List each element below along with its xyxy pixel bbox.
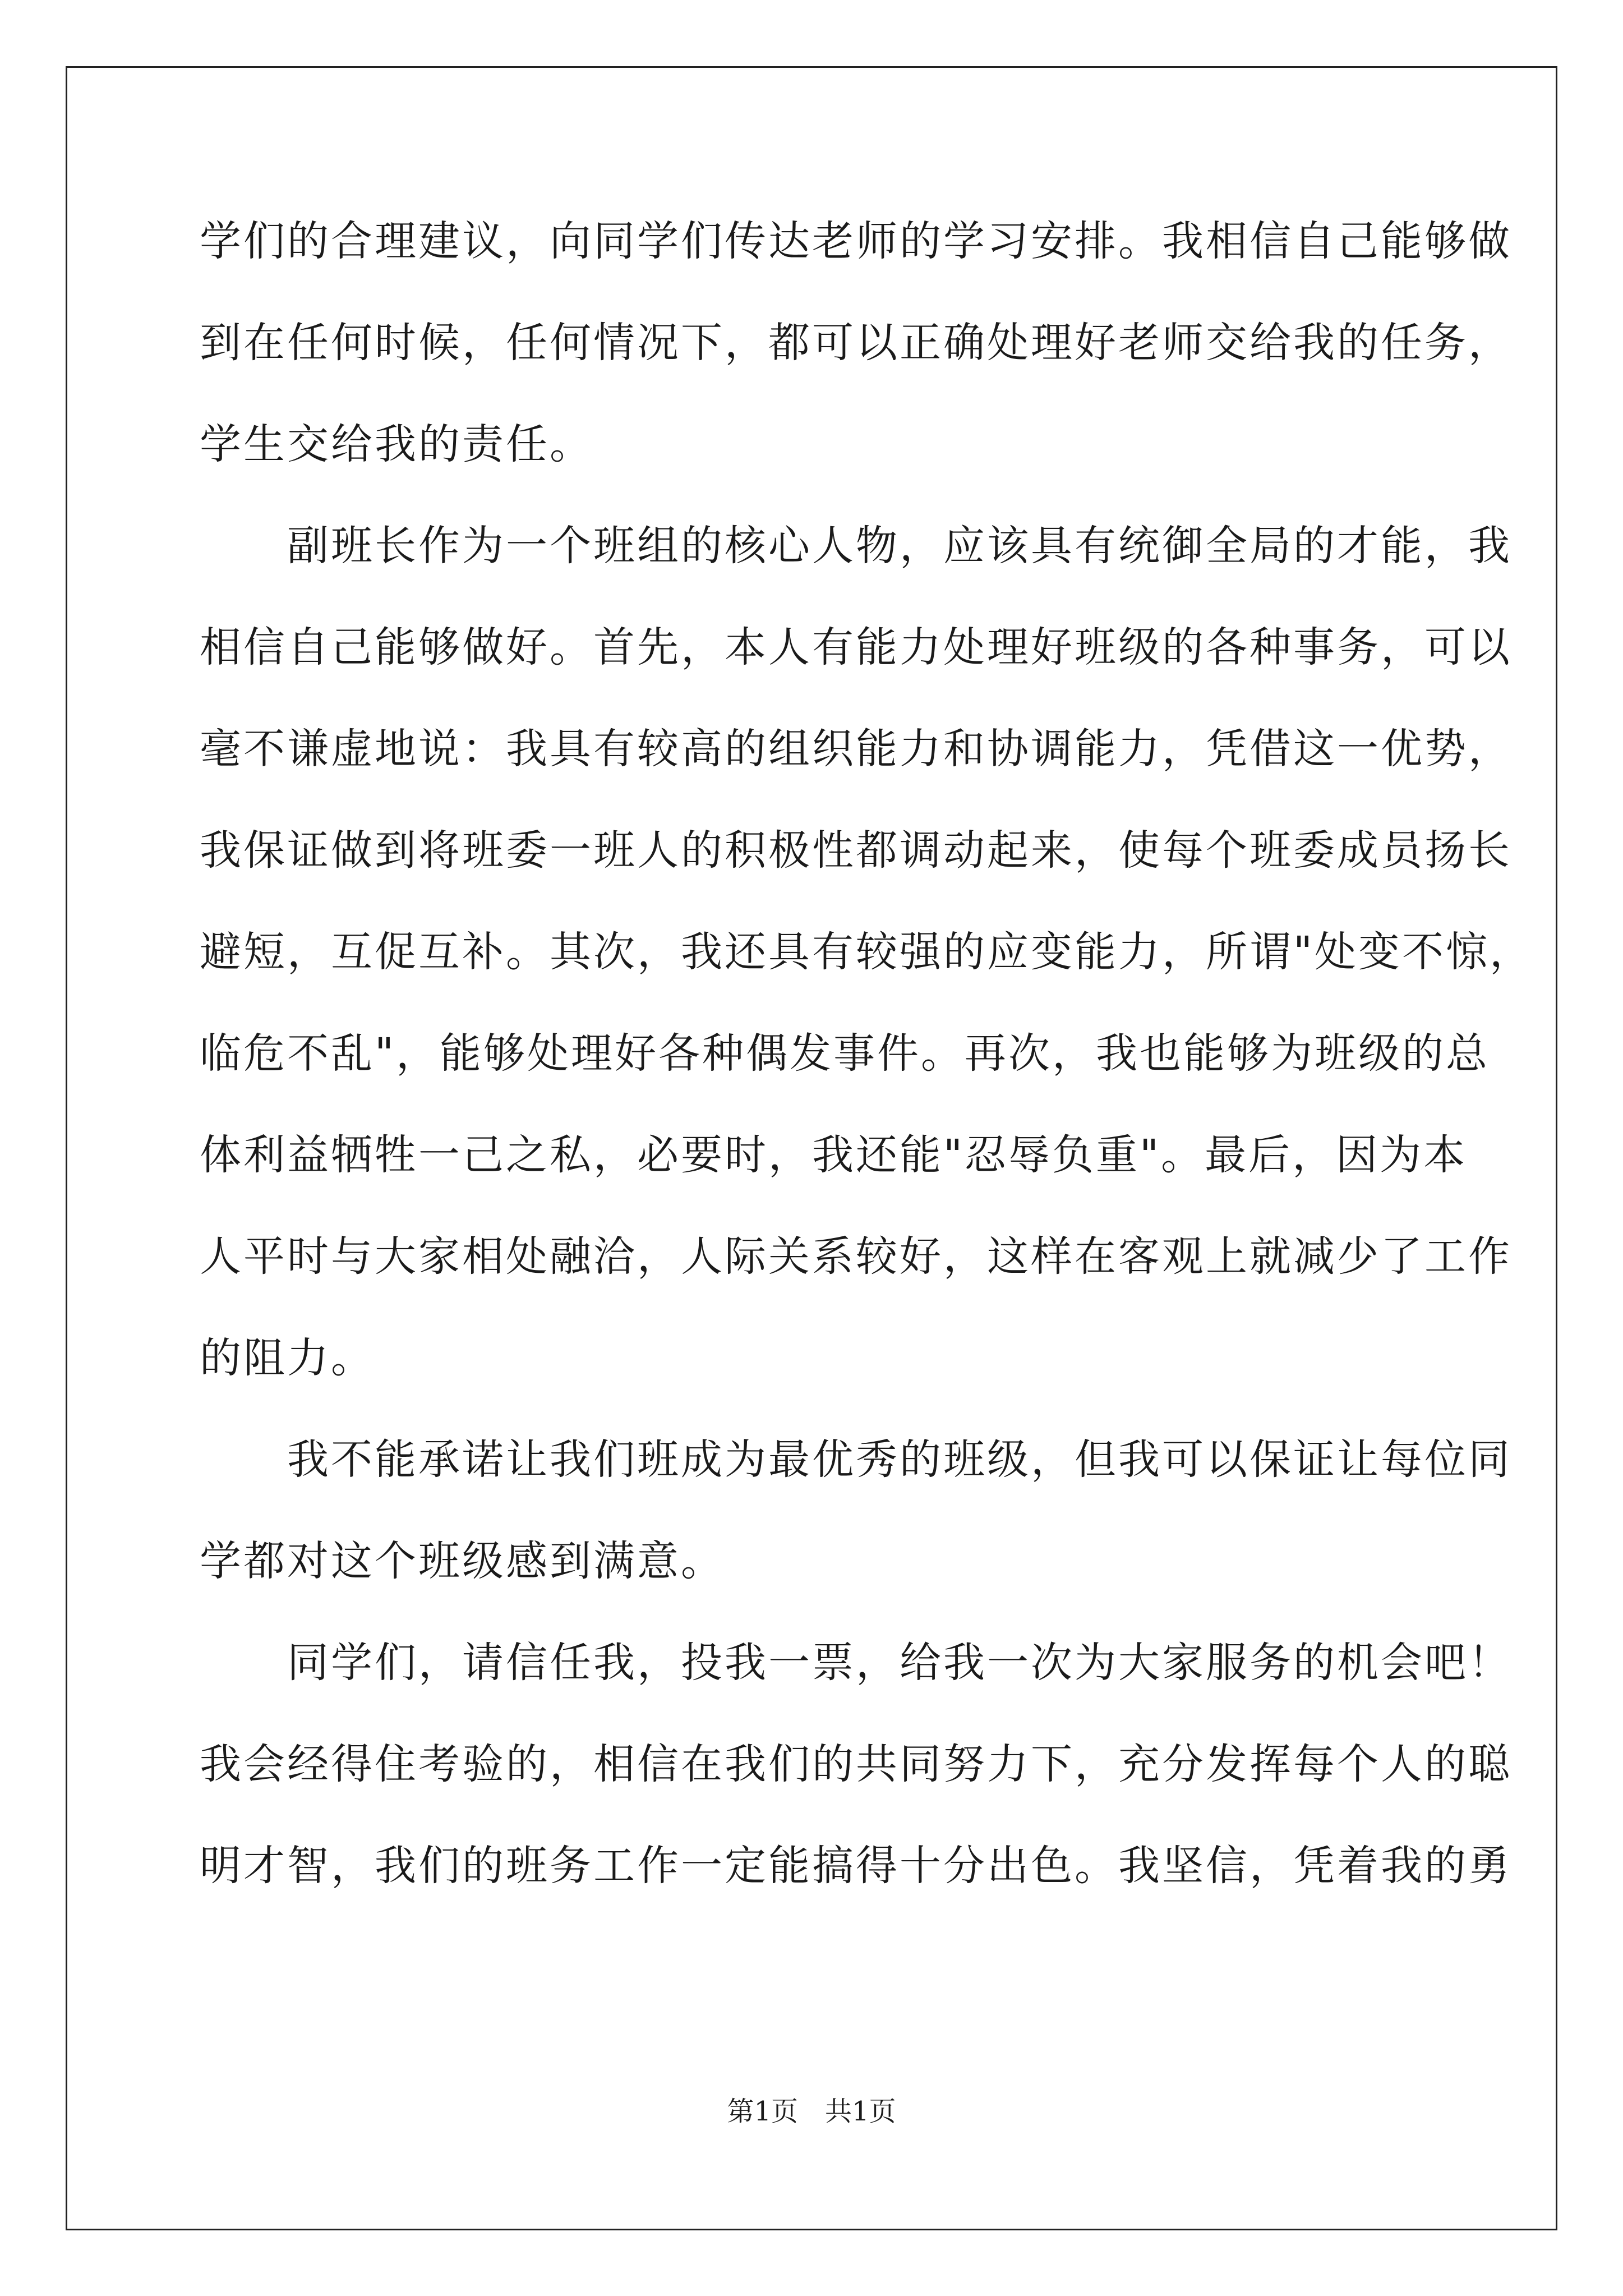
page-footer bbox=[0, 2090, 1623, 2128]
text-line: 毫不谦虚地说：我具有较高的组织能力和协调能力，凭借这一优势， bbox=[200, 725, 1512, 773]
text-line: 学生交给我的责任。 bbox=[200, 420, 593, 468]
text-line: 明才智，我们的班务工作一定能搞得十分出色。我坚信，凭着我的勇 bbox=[200, 1842, 1512, 1890]
text-line: 我会经得住考验的，相信在我们的共同努力下，充分发挥每个人的聪 bbox=[200, 1740, 1512, 1788]
text-line: 避短，互促互补。其次，我还具有较强的应变能力，所谓"处变不惊， bbox=[200, 928, 1534, 976]
text-line: 我保证做到将班委一班人的积极性都调动起来，使每个班委成员扬长 bbox=[200, 826, 1512, 875]
text-line: 副班长作为一个班组的核心人物，应该具有统御全局的才能，我 bbox=[200, 522, 1512, 570]
text-line: 学都对这个班级感到满意。 bbox=[200, 1537, 725, 1585]
document-body bbox=[200, 191, 1534, 1917]
text-line: 学们的合理建议，向同学们传达老师的学习安排。我相信自己能够做 bbox=[200, 217, 1512, 265]
text-line: 人平时与大家相处融洽，人际关系较好，这样在客观上就减少了工作 bbox=[200, 1232, 1512, 1281]
text-line: 的阻力。 bbox=[200, 1334, 375, 1382]
text-line: 相信自己能够做好。首先，本人有能力处理好班级的各种事务，可以 bbox=[200, 623, 1512, 671]
text-line: 临危不乱"，能够处理好各种偶发事件。再次，我也能够为班级的总 bbox=[200, 1029, 1490, 1078]
text-line: 到在任何时候，任何情况下，都可以正确处理好老师交给我的任务， bbox=[200, 319, 1512, 367]
page-number: 第1页 共1页 bbox=[727, 2096, 896, 2127]
text-line: 我不能承诺让我们班成为最优秀的班级，但我可以保证让每位同 bbox=[200, 1435, 1512, 1484]
text-line: 同学们，请信任我，投我一票，给我一次为大家服务的机会吧！ bbox=[200, 1639, 1512, 1687]
text-line: 体利益牺牲一己之私，必要时，我还能"忍辱负重"。最后，因为本 bbox=[200, 1131, 1468, 1179]
